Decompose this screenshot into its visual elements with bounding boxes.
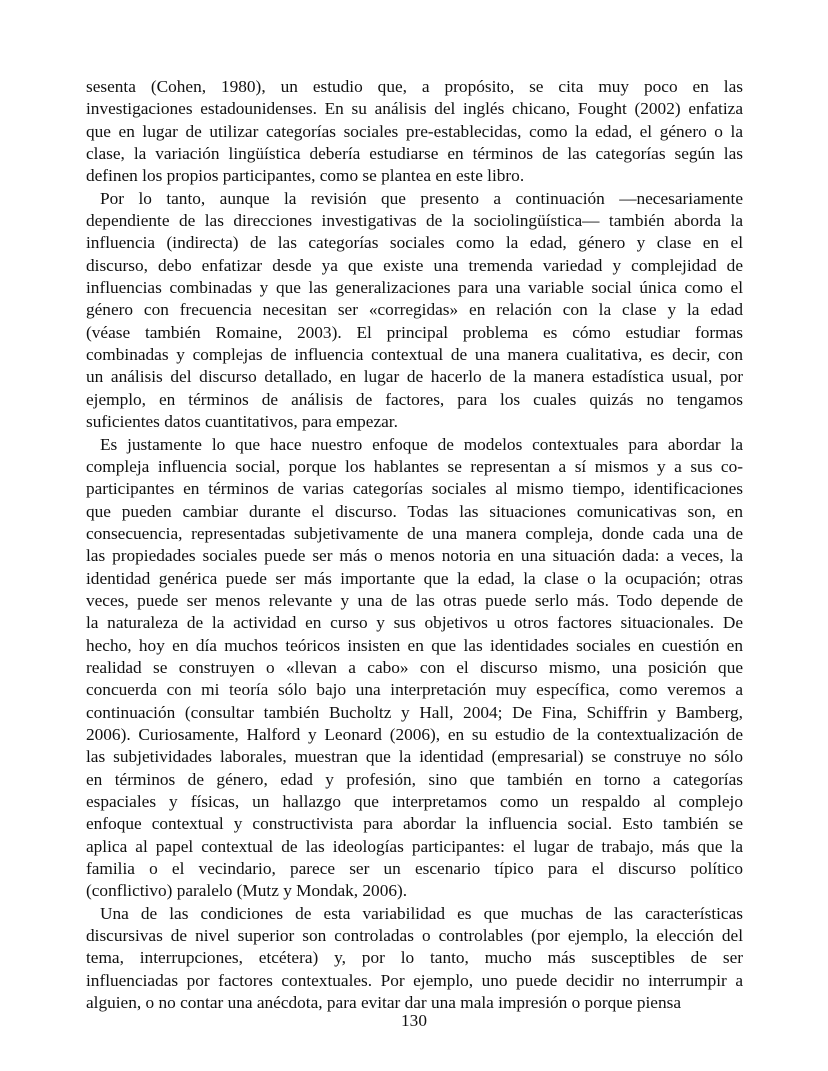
text-line: participantes en términos de varias categorías sociales al mismo tiempo, identificaciones — [86, 479, 743, 499]
text-line: realidad se construyen o «llevan a cabo» con el discurso mismo, una posición que — [86, 657, 743, 677]
text-line: identidad genérica puede ser más importante que la edad, la clase o la ocupación; otras — [86, 568, 743, 588]
text-line: en términos de género, edad y profesión, sino que también en torno a categorías — [86, 769, 743, 789]
text-line: concuerda con mi teoría sólo bajo una interpretación muy específica, como veremos a — [86, 680, 743, 700]
text-line: enfoque contextual y constructivista para abordar la influencia social. Esto también se — [86, 814, 743, 834]
text-line: compleja influencia social, porque los hablantes se representan a sí mismos y a sus co- — [86, 456, 743, 476]
text-line: espaciales y físicas, un hallazgo que interpretamos como un respaldo al complejo — [86, 792, 743, 811]
text-line: discurso, debo enfatizar desde ya que existe una tremenda variedad y complejidad de — [86, 255, 743, 275]
text-line: ejemplo, en términos de análisis de factores, para los cuales quizás no tengamos — [86, 389, 743, 409]
page-body-text — [86, 76, 743, 1014]
text-line: género con frecuencia necesitan ser «corregidas» en relación con la clase y la edad — [86, 300, 743, 320]
text-line: investigaciones estadounidenses. En su análisis del inglés chicano, Fought (2002) enfatiza — [86, 99, 743, 119]
text-line: dependiente de las direcciones investigativas de la sociolingüística— también aborda la — [86, 211, 743, 231]
text-line: aplica al papel contextual de las ideologías participantes: el lugar de trabajo, más que la — [86, 836, 743, 856]
text-line: Por lo tanto, aunque la revisión que presento a continuación —necesariamente — [100, 188, 743, 208]
text-line: clase, la variación lingüística debería estudiarse en términos de las categorías según las — [86, 144, 743, 164]
paragraph — [86, 188, 743, 434]
text-line: influencias combinadas y que las generalizaciones para una variable social única como el — [86, 278, 743, 298]
text-line: influencia (indirecta) de las categorías sociales como la edad, género y clase en el — [86, 233, 743, 253]
text-line: sesenta (Cohen, 1980), un estudio que, a propósito, se cita muy poco en las — [86, 77, 743, 96]
text-line: que en lugar de utilizar categorías sociales pre-establecidas, como la edad, el género o la — [86, 121, 743, 141]
text-line: tema, interrupciones, etcétera) y, por lo tanto, mucho más susceptibles de ser — [86, 948, 743, 968]
text-line: un análisis del discurso detallado, en lugar de hacerlo de la manera estadística usual, por — [86, 367, 743, 387]
text-line: suficientes datos cuantitativos, para empezar. — [86, 412, 398, 432]
text-line: continuación (consultar también Bucholtz y Hall, 2004; De Fina, Schiffrin y Bamberg, — [86, 702, 743, 722]
text-line: las subjetividades laborales, muestran que la identidad (empresarial) se construye no sólo — [86, 747, 743, 767]
text-line: (conflictivo) paralelo (Mutz y Mondak, 2006). — [86, 881, 408, 901]
page-number: 130 — [401, 1011, 427, 1030]
text-line: Una de las condiciones de esta variabilidad es que muchas de las características — [100, 903, 743, 923]
text-line: las propiedades sociales puede ser más o menos notoria en una situación dada: a veces, la — [86, 546, 743, 566]
text-line: alguien, o no contar una anécdota, para evitar dar una mala impresión o porque piensa — [86, 993, 682, 1013]
paragraph — [86, 903, 743, 1015]
text-line: veces, puede ser menos relevante y una de las otras puede serlo más. Todo depende de — [86, 590, 743, 610]
text-line: familia o el vecindario, parece ser un escenario típico para el discurso político — [86, 859, 743, 879]
text-line: la naturaleza de la actividad en curso y sus objetivos u otros factores situacionales. De — [86, 613, 743, 633]
text-line: discursivas de nivel superior son controladas o controlables (por ejemplo, la elección del — [86, 926, 743, 946]
paragraph — [86, 76, 743, 188]
text-line: consecuencia, representadas subjetivamente de una manera compleja, donde cada una de — [86, 523, 743, 543]
text-line: 2006). Curiosamente, Halford y Leonard (2006), en su estudio de la contextualización de — [86, 724, 743, 744]
paragraph — [86, 434, 743, 903]
text-line: que pueden cambiar durante el discurso. Todas las situaciones comunicativas son, en — [86, 501, 743, 521]
text-line: Es justamente lo que hace nuestro enfoque de modelos contextuales para abordar la — [100, 434, 743, 454]
text-line: influenciadas por factores contextuales. Por ejemplo, uno puede decidir no interrumpir a — [86, 970, 743, 990]
text-line: definen los propios participantes, como se plantea en este libro. — [86, 166, 525, 186]
text-line: combinadas y complejas de influencia contextual de una manera cualitativa, es decir, con — [86, 345, 743, 365]
text-line: (véase también Romaine, 2003). El principal problema es cómo estudiar formas — [86, 322, 743, 342]
text-line: hecho, hoy en día muchos teóricos insisten en que las identidades sociales en cuestión en — [86, 635, 743, 655]
